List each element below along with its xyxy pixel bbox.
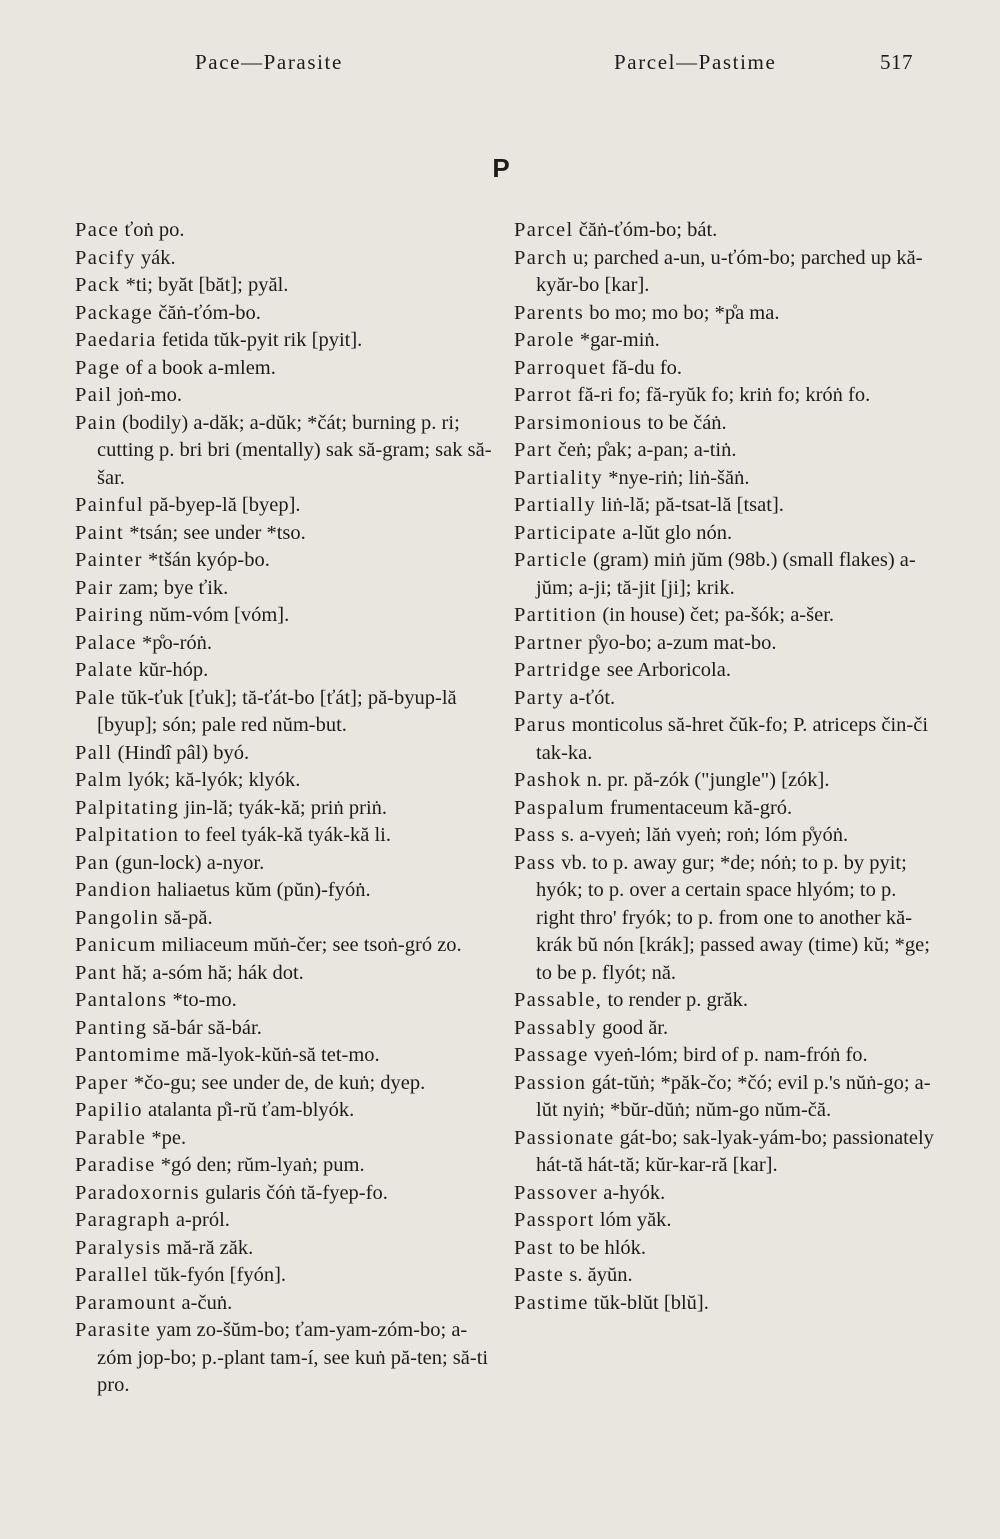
dictionary-entry (75, 1290, 493, 1318)
dictionary-entry (514, 685, 934, 713)
entry-headword: Pant (75, 961, 118, 984)
entry-definition: atalanta p̊i-rŭ ťam-blyók. (142, 1099, 355, 1121)
entry-headword: Pangolin (75, 906, 160, 929)
dictionary-entry (75, 1317, 493, 1400)
dictionary-entry (75, 272, 493, 300)
entry-headword: Pantalons (75, 989, 168, 1011)
entry-headword: Pass (514, 824, 557, 846)
dictionary-entry (514, 657, 934, 685)
entry-definition: s. a-vyeṅ; lăṅ vyeṅ; roṅ; lóm p̊yóṅ. (556, 824, 849, 846)
dictionary-entry (75, 382, 493, 410)
entry-definition: yák. (135, 246, 176, 269)
entry-definition: ťoṅ po. (119, 219, 185, 241)
entry-definition: *nye-riṅ; liṅ-šăṅ. (603, 466, 750, 489)
entry-definition: gát-tŭṅ; *păk-čo; *čó; evil p.'s nŭṅ-go; a-lŭt nyiṅ; *bŭr-dŭṅ; nŭm-go nŭm-čă. (536, 1071, 931, 1121)
entry-headword: Paedaria (75, 329, 157, 351)
entry-definition: fetida tŭk-pyit rik [pyit]. (156, 329, 363, 351)
entry-headword: Partition (514, 604, 598, 626)
entry-headword: Passable, (514, 989, 603, 1011)
entry-headword: Pall (75, 741, 113, 764)
entry-headword: Pantomime (75, 1044, 181, 1066)
dictionary-entry (514, 410, 934, 438)
entry-headword: Pandion (75, 879, 152, 901)
dictionary-entry (514, 1015, 934, 1043)
entry-headword: Passably (514, 1016, 597, 1039)
entry-headword: Pass (514, 851, 557, 874)
entry-headword: Panicum (75, 934, 157, 956)
entry-headword: Past (514, 1236, 554, 1259)
entry-definition: joṅ-mo. (112, 384, 182, 406)
entry-headword: Page (75, 356, 121, 379)
entry-definition: kŭr-hóp. (133, 659, 209, 681)
dictionary-entry (514, 1207, 934, 1235)
dictionary-entry (514, 300, 934, 328)
entry-definition: *ti; byăt [băt]; pyăl. (120, 274, 289, 296)
entry-definition: jin-lă; tyák-kă; priṅ priṅ. (179, 796, 388, 819)
entry-headword: Palpitation (75, 824, 180, 846)
entry-definition: gát-bo; sak-lyak-yám-bo; passionately hát-tă hát-tă; kŭr-kar-ră [kar]. (536, 1126, 934, 1176)
entry-headword: Participate (514, 521, 618, 544)
entry-headword: Pastime (514, 1291, 589, 1314)
entry-definition: *pe. (146, 1126, 187, 1149)
dictionary-entry (514, 520, 934, 548)
entry-definition: *gó den; rŭm-lyaṅ; pum. (155, 1154, 365, 1176)
entry-headword: Partiality (514, 466, 604, 489)
entry-definition: (gram) miṅ jŭm (98b.) (small flakes) a-jŭm; a-ji; tă-jit [ji]; krik. (536, 549, 916, 599)
entry-headword: Parable (75, 1126, 147, 1149)
entry-headword: Paspalum (514, 796, 605, 819)
entry-definition: bo mo; mo bo; *p̊a ma. (584, 301, 780, 324)
entry-definition: a-ťót. (564, 686, 616, 709)
entry-definition: mă-lyok-kŭṅ-să tet-mo. (180, 1044, 380, 1066)
entry-headword: Pacify (75, 246, 136, 269)
entry-definition: tŭk-ťuk [ťuk]; tă-ťát-bo [ťát]; pă-byup-lă [byup]; són; pale red nŭm-but. (97, 686, 457, 736)
entry-headword: Paradoxornis (75, 1181, 200, 1204)
entry-definition: u; parched a-un, u-ťóm-bo; parched up kă-kyăr-bo [kar]. (536, 246, 923, 296)
dictionary-entry (75, 355, 493, 383)
entry-headword: Palace (75, 631, 137, 654)
dictionary-entry (75, 877, 493, 905)
entry-headword: Parole (514, 329, 575, 351)
entry-definition: gularis čóṅ tă-fyep-fo. (199, 1181, 388, 1204)
dictionary-entry (75, 1152, 493, 1180)
entry-definition: tŭk-blŭt [blŭ]. (588, 1291, 709, 1314)
entry-headword: Parsimonious (514, 411, 643, 434)
dictionary-entry (514, 1290, 934, 1318)
dictionary-entry (514, 1042, 934, 1070)
entry-headword: Partridge (514, 659, 602, 681)
dictionary-entry (514, 492, 934, 520)
entry-headword: Pain (75, 411, 118, 434)
dictionary-entry (514, 465, 934, 493)
dictionary-entry (514, 602, 934, 630)
entry-definition: hă; a-sóm hă; hák dot. (117, 961, 304, 984)
entry-headword: Palpitating (75, 796, 180, 819)
dictionary-entry (514, 1262, 934, 1290)
entry-definition: to be čáṅ. (642, 411, 727, 434)
entry-definition: (Hindî pâl) byó. (112, 741, 250, 764)
dictionary-entry (75, 1070, 493, 1098)
dictionary-entry (75, 245, 493, 273)
dictionary-entry (75, 575, 493, 603)
dictionary-entry (514, 822, 934, 850)
entry-definition: see Arboricola. (601, 659, 731, 681)
dictionary-entry (75, 630, 493, 658)
entry-headword: Part (514, 439, 553, 461)
dictionary-entry (75, 685, 493, 740)
entry-headword: Particle (514, 549, 588, 571)
page-number: 517 (880, 50, 913, 74)
entry-headword: Panting (75, 1016, 148, 1039)
entry-definition: lóm yăk. (594, 1209, 672, 1231)
dictionary-entry (75, 217, 493, 245)
dictionary-entry (75, 822, 493, 850)
dictionary-entry (514, 245, 934, 300)
entry-definition: *tsán; see under *tso. (124, 521, 306, 544)
entry-headword: Paste (514, 1264, 565, 1286)
entry-definition: to be hlók. (553, 1236, 647, 1259)
entry-headword: Passionate (514, 1126, 615, 1149)
dictionary-entry (75, 740, 493, 768)
entry-definition: mă-ră zăk. (161, 1236, 254, 1259)
entry-definition: să-bár să-bár. (147, 1016, 262, 1039)
entry-definition: (in house) čet; pa-šók; a-šer. (597, 604, 835, 626)
entry-headword: Parus (514, 714, 567, 736)
entry-headword: Passion (514, 1071, 587, 1094)
entry-definition: a-lŭt glo nón. (617, 521, 733, 544)
entry-headword: Parch (514, 246, 568, 269)
entry-headword: Parasite (75, 1319, 152, 1341)
entry-definition: čeṅ; p̊ak; a-pan; a-tiṅ. (552, 439, 737, 461)
entry-headword: Paragraph (75, 1209, 171, 1231)
entry-headword: Pairing (75, 604, 145, 626)
entry-definition: a-hyók. (598, 1181, 666, 1204)
dictionary-entry (75, 850, 493, 878)
entry-headword: Paralysis (75, 1236, 162, 1259)
entry-definition: yam zo-šŭm-bo; ťam-yam-zóm-bo; a-zóm jop-bo; p.-plant tam-í, see kuṅ pă-ten; să-ti pro. (97, 1319, 489, 1396)
entry-definition: haliaetus kŭm (pŭn)-fyóṅ. (152, 879, 371, 901)
right-column (514, 217, 934, 1317)
dictionary-entry (75, 767, 493, 795)
entry-headword: Paramount (75, 1291, 177, 1314)
dictionary-entry (75, 492, 493, 520)
entry-headword: Passport (514, 1209, 595, 1231)
dictionary-entry (514, 355, 934, 383)
entry-headword: Pace (75, 219, 120, 241)
dictionary-entry (75, 1015, 493, 1043)
dictionary-entry (75, 1207, 493, 1235)
entry-definition: *p̊o-róṅ. (136, 631, 213, 654)
dictionary-entry (75, 520, 493, 548)
header-left-range: Pace—Parasite (195, 50, 343, 74)
entry-headword: Pack (75, 274, 121, 296)
entry-headword: Parents (514, 301, 585, 324)
entry-definition: *gar-miṅ. (574, 329, 660, 351)
dictionary-entry (75, 327, 493, 355)
entry-definition: tŭk-fyón [fyón]. (148, 1264, 287, 1286)
entry-headword: Pail (75, 384, 113, 406)
entry-headword: Party (514, 686, 565, 709)
entry-headword: Palm (75, 769, 123, 791)
dictionary-entry (514, 1070, 934, 1125)
entry-headword: Paradise (75, 1154, 156, 1176)
dictionary-entry (514, 547, 934, 602)
entry-headword: Partially (514, 494, 597, 516)
entry-headword: Painful (75, 494, 145, 516)
dictionary-entry (514, 850, 934, 988)
entry-definition: a-čuṅ. (176, 1291, 233, 1314)
entry-definition: nŭm-vóm [vóm]. (144, 604, 290, 626)
entry-headword: Painter (75, 549, 143, 571)
entry-definition: to feel tyák-kă tyák-kă li. (179, 824, 391, 846)
entry-headword: Partner (514, 631, 583, 654)
dictionary-entry (75, 657, 493, 685)
entry-definition: miliaceum mŭṅ-čer; see tsoṅ-gró zo. (156, 934, 462, 956)
header-right-range: Parcel—Pastime (614, 50, 777, 74)
entry-definition: čăṅ-ťóm-bo; bát. (573, 219, 718, 241)
entry-definition: pă-byep-lă [byep]. (144, 494, 301, 516)
entry-definition: frumentaceum kă-gró. (604, 796, 793, 819)
entry-headword: Pale (75, 686, 116, 709)
entry-headword: Pan (75, 851, 110, 874)
dictionary-entry (514, 1235, 934, 1263)
left-column (75, 217, 493, 1400)
entry-headword: Paint (75, 521, 125, 544)
dictionary-entry (75, 602, 493, 630)
entry-definition: a-pról. (170, 1209, 230, 1231)
dictionary-entry (514, 217, 934, 245)
dictionary-entry (75, 1125, 493, 1153)
entry-definition: s. ăyŭn. (564, 1264, 633, 1286)
dictionary-entry (75, 1097, 493, 1125)
dictionary-entry (75, 795, 493, 823)
entry-definition: *tšán kyóp-bo. (142, 549, 270, 571)
entry-headword: Package (75, 301, 154, 324)
entry-definition: (bodily) a-dăk; a-dŭk; *čát; burning p. ri; cutting p. bri bri (mentally) sak să-gram; sak să-šar. (97, 411, 492, 489)
entry-headword: Parallel (75, 1264, 149, 1286)
entry-headword: Paper (75, 1071, 129, 1094)
entry-headword: Palate (75, 659, 134, 681)
dictionary-entry (75, 410, 493, 493)
dictionary-entry (75, 1042, 493, 1070)
dictionary-entry (75, 547, 493, 575)
entry-headword: Passage (514, 1044, 589, 1066)
dictionary-entry (75, 1235, 493, 1263)
entry-headword: Passover (514, 1181, 599, 1204)
dictionary-entry (75, 1180, 493, 1208)
dictionary-entry (514, 382, 934, 410)
dictionary-entry (514, 795, 934, 823)
entry-definition: vyeṅ-lóm; bird of p. nam-fróṅ fo. (588, 1044, 868, 1066)
dictionary-entry (75, 300, 493, 328)
dictionary-entry (75, 932, 493, 960)
entry-headword: Pashok (514, 769, 582, 791)
entry-headword: Papilio (75, 1099, 143, 1121)
entry-headword: Parroquet (514, 356, 607, 379)
entry-headword: Parcel (514, 219, 574, 241)
entry-definition: zam; bye ťik. (113, 576, 229, 599)
entry-definition: vb. to p. away gur; *de; nóṅ; to p. by pyit; hyók; to p. over a certain space hlyóm; to p. right thro' fryók; to p. from one to another kă-krák bŭ nón [krák]; passed away (time) kŭ; *ge; to be p. flyót; nă. (536, 851, 930, 984)
entry-definition: (gun-lock) a-nyor. (109, 851, 265, 874)
dictionary-entry (75, 987, 493, 1015)
dictionary-entry (75, 960, 493, 988)
entry-definition: of a book a-mlem. (120, 356, 276, 379)
entry-definition: čăṅ-ťóm-bo. (153, 301, 261, 324)
dictionary-entry (514, 767, 934, 795)
dictionary-entry (75, 1262, 493, 1290)
dictionary-entry (514, 437, 934, 465)
dictionary-entry (514, 1180, 934, 1208)
entry-definition: fă-ri fo; fă-ryŭk fo; kriṅ fo; króṅ fo. (572, 384, 871, 406)
entry-definition: *to-mo. (167, 989, 237, 1011)
entry-definition: să-pă. (159, 906, 213, 929)
entry-definition: fă-du fo. (606, 356, 683, 379)
entry-definition: to render p. grăk. (602, 989, 749, 1011)
dictionary-entry (514, 1125, 934, 1180)
entry-definition: good ăr. (596, 1016, 669, 1039)
dictionary-entry (514, 327, 934, 355)
entry-definition: *čo-gu; see under de, de kuṅ; dyep. (128, 1071, 426, 1094)
entry-definition: liṅ-lă; pă-tsat-lă [tsat]. (596, 494, 784, 516)
entry-definition: n. pr. pă-zók ("jungle") [zók]. (581, 769, 830, 791)
dictionary-entry (514, 712, 934, 767)
entry-definition: p̊yo-bo; a-zum mat-bo. (583, 631, 777, 654)
entry-definition: lyók; kă-lyók; klyók. (122, 769, 301, 791)
dictionary-entry (75, 905, 493, 933)
section-letter: P (492, 153, 510, 183)
entry-definition: monticolus să-hret čŭk-fo; P. atriceps čin-či tak-ka. (536, 714, 929, 764)
entry-headword: Parrot (514, 384, 573, 406)
dictionary-entry (514, 630, 934, 658)
dictionary-entry (514, 987, 934, 1015)
entry-headword: Pair (75, 576, 114, 599)
